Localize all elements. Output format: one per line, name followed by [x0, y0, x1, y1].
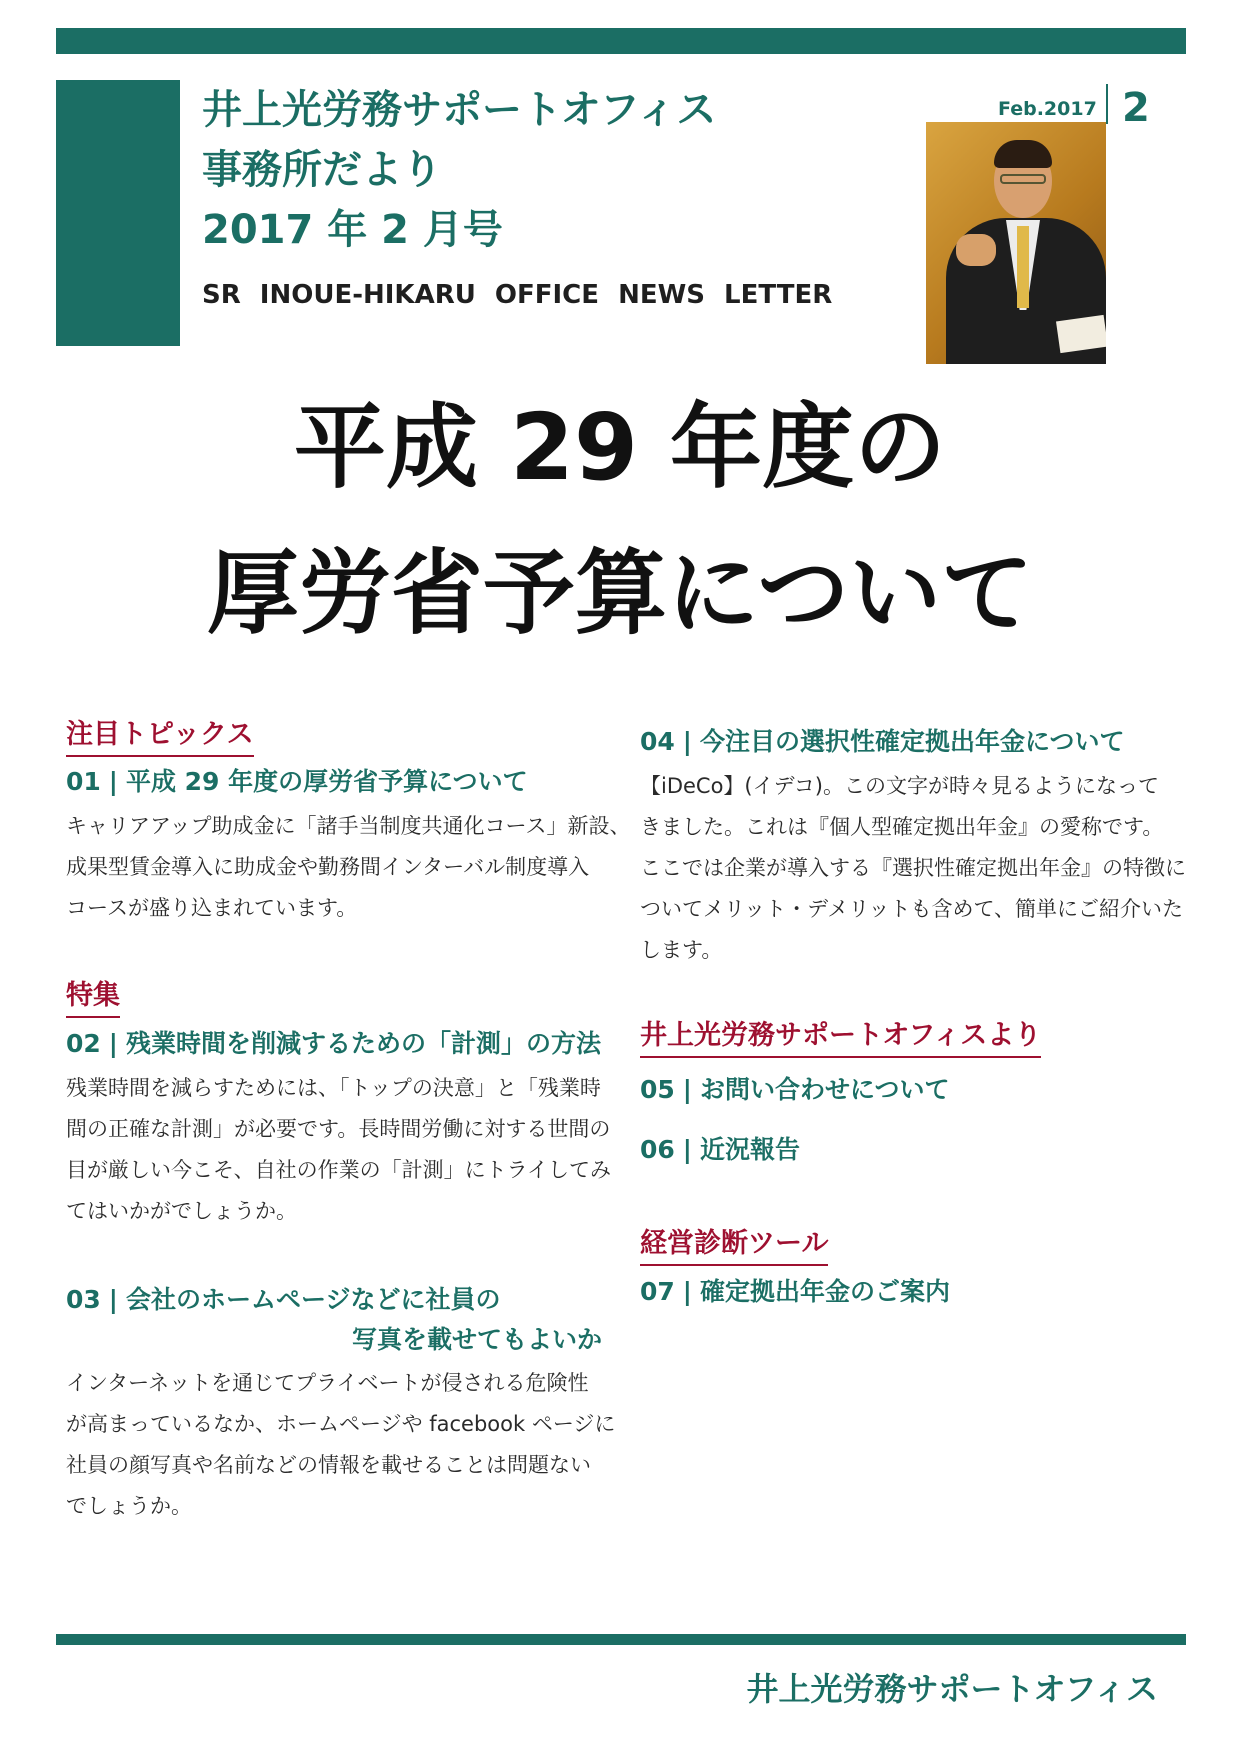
- section-label-tool: 経営診断ツール: [640, 1226, 828, 1266]
- item-05-number: 05: [640, 1075, 675, 1104]
- issue-divider: [1106, 84, 1108, 124]
- item-02-number: 02: [66, 1029, 101, 1058]
- top-rule: [56, 28, 1186, 54]
- item-03-title-continued: 写真を載せてもよいか: [351, 1325, 602, 1354]
- item-04-summary: 【iDeCo】(イデコ)。この文字が時々見るようになって きました。これは『個人型確定拠出年金』の愛称です。 ここでは企業が導入する『選択性確定拠出年金』の特徴に ついてメリット・デメリットも含めて、簡単にご紹介いた します。: [640, 774, 1186, 962]
- item-02-title[interactable]: 02 | 残業時間を削減するための「計測」の方法: [66, 1029, 601, 1058]
- item-05-title[interactable]: 05 | お問い合わせについて: [640, 1075, 950, 1104]
- item-04-title-text: 今注目の選択性確定拠出年金について: [699, 727, 1125, 756]
- item-06-number: 06: [640, 1135, 675, 1164]
- item-06-title-text: 近況報告: [699, 1135, 800, 1164]
- item-04-title[interactable]: 04 | 今注目の選択性確定拠出年金について: [640, 727, 1125, 756]
- item-07-number: 07: [640, 1277, 675, 1306]
- item-06-title[interactable]: 06 | 近況報告: [640, 1135, 800, 1164]
- item-01-title-text: 平成 29 年度の厚労省予算について: [125, 767, 528, 796]
- item-04-number: 04: [640, 727, 675, 756]
- section-label-topics: 注目トピックス: [66, 717, 254, 757]
- footer-office-name: 井上光労務サポートオフィス: [746, 1670, 1158, 1708]
- item-03-summary: インターネットを通じてプライベートが侵される危険性 が高まっているなか、ホームページや facebook ページに 社員の顔写真や名前などの情報を載せることは問題ない でしょうか。: [66, 1371, 616, 1518]
- newsletter-title-line1: 井上光労務サポートオフィス: [202, 87, 717, 133]
- newsletter-issue-month: 2017 年 2 月号: [202, 207, 503, 253]
- item-01-summary: キャリアアップ助成金に「諸手当制度共通化コース」新設、 成果型賃金導入に助成金や勤務間インターバル制度導入 コースが盛り込まれています。: [66, 814, 631, 920]
- masthead-color-block: [56, 80, 180, 346]
- section-label-office: 井上光労務サポートオフィスより: [640, 1018, 1041, 1058]
- issue-date: Feb.2017: [998, 98, 1097, 120]
- section-label-feature: 特集: [66, 978, 120, 1018]
- item-01-number: 01: [66, 767, 101, 796]
- bottom-rule: [56, 1634, 1186, 1645]
- item-02-summary: 残業時間を減らすためには、「トップの決意」と「残業時 間の正確な計測」が必要です。長時間労働に対する世間の 目が厳しい今こそ、自社の作業の「計測」にトライしてみ てはいかがでしょうか。: [66, 1076, 611, 1223]
- item-01-title[interactable]: 01 | 平成 29 年度の厚労省予算について: [66, 767, 528, 796]
- issue-number: 2: [1122, 85, 1150, 131]
- item-03-title[interactable]: 03 | 会社のホームページなどに社員の: [66, 1285, 501, 1314]
- item-02-title-text: 残業時間を削減するための「計測」の方法: [125, 1029, 601, 1058]
- item-03-number: 03: [66, 1285, 101, 1314]
- item-07-title[interactable]: 07 | 確定拠出年金のご案内: [640, 1277, 950, 1306]
- newsletter-title-line2: 事務所だより: [202, 147, 442, 193]
- headline-line1: 平成 29 年度の: [293, 394, 947, 501]
- item-07-title-text: 確定拠出年金のご案内: [699, 1277, 950, 1306]
- headline-line2: 厚労省予算について: [206, 540, 1034, 647]
- item-03-title-text: 会社のホームページなどに社員の: [125, 1285, 501, 1314]
- item-05-title-text: お問い合わせについて: [699, 1075, 950, 1104]
- portrait-photo: [926, 122, 1106, 364]
- newsletter-subtitle-en: SR INOUE-HIKARU OFFICE NEWS LETTER: [202, 280, 833, 310]
